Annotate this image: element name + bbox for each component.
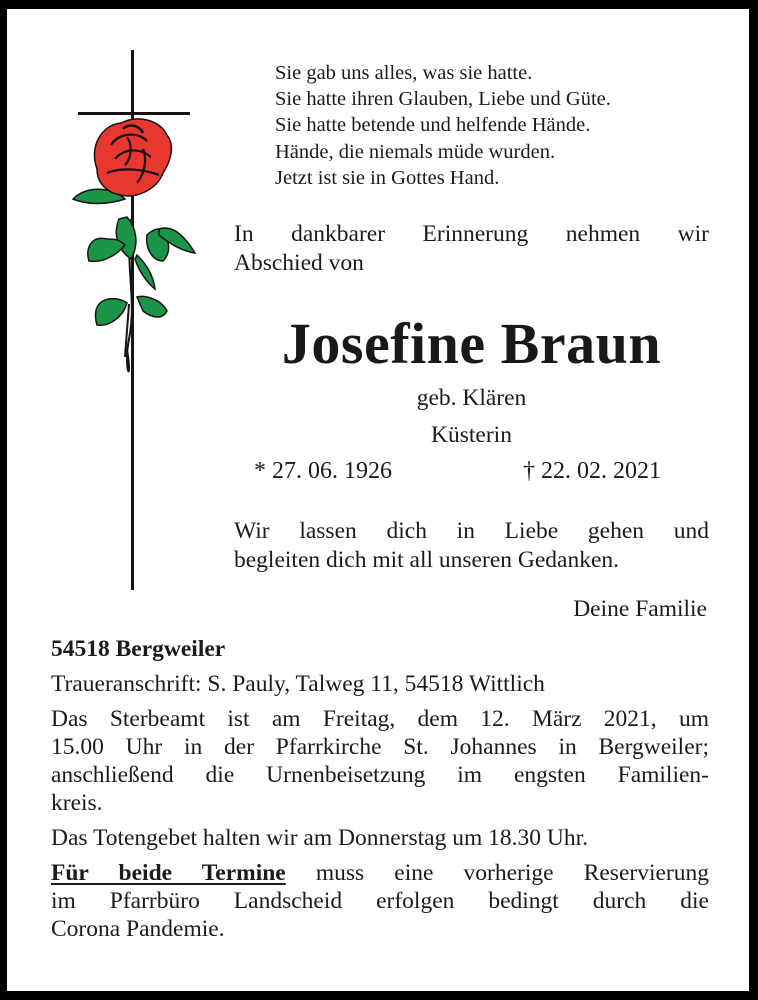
service-line-1: Das Sterbeamt ist am Freitag, dem 12. März 2021, um	[51, 706, 709, 732]
details	[51, 635, 709, 950]
farewell-text	[234, 517, 709, 575]
service-line-2: 15.00 Uhr in der Pfarrkirche St. Johannes in Bergweiler;	[51, 734, 709, 760]
signature: Deine Familie	[573, 596, 707, 622]
intro-line-1: In dankbarer Erinnerung nehmen wir	[234, 221, 709, 247]
poem-line: Sie gab uns alles, was sie hatte.	[275, 62, 533, 84]
mourning-address: Traueranschrift: S. Pauly, Talweg 11, 54518 Wittlich	[51, 671, 545, 697]
poem	[275, 60, 715, 191]
poem-line: Sie hatte ihren Glauben, Liebe und Güte.	[275, 88, 611, 111]
intro-line-2: Abschied von	[234, 250, 364, 276]
reservation-emphasis: Für beide Termine	[51, 860, 286, 886]
maiden-name: geb. Klären	[416, 385, 527, 411]
intro-text	[234, 220, 709, 278]
farewell-line-1: Wir lassen dich in Liebe gehen und	[234, 518, 709, 544]
reservation-line-1	[51, 859, 709, 887]
reservation-info	[51, 859, 709, 943]
obituary-notice	[7, 9, 749, 991]
farewell-line-2: begleiten dich mit all unseren Gedanken.	[234, 547, 620, 573]
death-date: † 22. 02. 2021	[523, 458, 661, 484]
service-line-4: kreis.	[51, 790, 103, 816]
service-info	[51, 705, 709, 817]
birth-date: * 27. 06. 1926	[254, 458, 392, 484]
poem-line: Sie hatte betende und helfende Hände.	[275, 114, 591, 137]
reservation-line-3: Corona Pandemie.	[51, 916, 225, 942]
poem-line: Hände, die niemals müde wurden.	[275, 140, 556, 163]
place: 54518 Bergweiler	[51, 636, 226, 662]
cross-with-rose-icon	[67, 49, 217, 609]
reservation-line-2: im Pfarrbüro Landscheid erfolgen bedingt durch die	[51, 888, 709, 914]
poem-line: Jetzt ist sie in Gottes Hand.	[275, 166, 500, 189]
deceased-name: Josefine Braun	[281, 311, 662, 376]
reservation-line-1-rest: muss eine vorherige Reservierung	[285, 860, 709, 886]
service-line-3: anschließend die Urnenbeisetzung im engsten Familien-	[51, 762, 709, 788]
role: Küsterin	[431, 422, 512, 448]
prayer-info: Das Totengebet halten wir am Donnerstag um 18.30 Uhr.	[51, 825, 589, 851]
